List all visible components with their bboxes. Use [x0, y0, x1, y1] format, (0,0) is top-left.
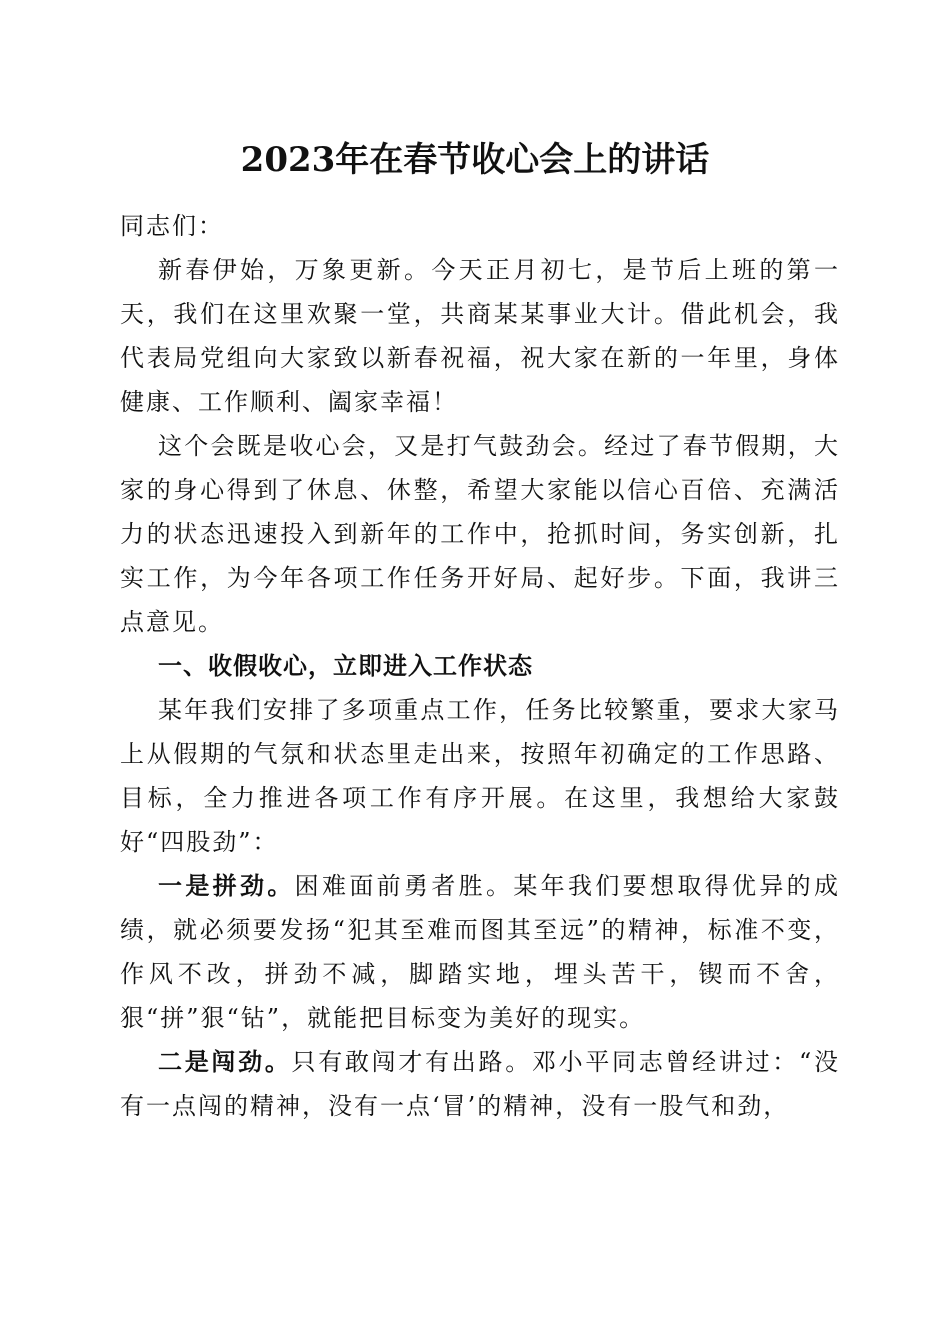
document-title: 2023年在春节收心会上的讲话	[240, 140, 710, 180]
document-body	[120, 204, 840, 1128]
point-1-lead: 一是拼劲。	[158, 871, 295, 900]
document-page	[120, 0, 840, 1344]
paragraph-work-arrangement: 某年我们安排了多项重点工作，任务比较繁重，要求大家马上从假期的气氛和状态里走出来，按照年初确定的工作思路、目标，全力推进各项工作有序开展。在这里，我想给大家鼓好“四股劲”：	[120, 696, 840, 856]
section-heading-1: 一、收假收心，立即进入工作状态	[158, 652, 533, 680]
point-1-text: 困难面前勇者胜。某年我们要想取得优异的成绩，就必须要发扬“犯其至难而图其至远”的精神，标准不变，作风不改，拼劲不减，脚踏实地，埋头苦干，锲而不舍，狠“拼”狠“钻”，就能把目标变为美好的现实。	[120, 872, 841, 1032]
point-2-text: 只有敢闯才有出路。邓小平同志曾经讲过：“没有一点闯的精神，没有一点‘冒’的精神，没有一股气和劲，	[120, 1048, 840, 1120]
paragraph-opening: 新春伊始，万象更新。今天正月初七，是节后上班的第一天，我们在这里欢聚一堂，共商某某事业大计。借此机会，我代表局党组向大家致以新春祝福，祝大家在新的一年里，身体健康、工作顺利、阖家幸福！	[120, 256, 840, 416]
paragraph-point-1	[120, 864, 840, 1040]
point-2-lead: 二是闯劲。	[158, 1047, 292, 1076]
paragraph-point-2	[120, 1040, 840, 1128]
salutation: 同志们：	[120, 212, 224, 240]
paragraph-purpose: 这个会既是收心会，又是打气鼓劲会。经过了春节假期，大家的身心得到了休息、休整，希望大家能以信心百倍、充满活力的状态迅速投入到新年的工作中，抢抓时间，务实创新，扎实工作，为今年各项工作任务开好局、起好步。下面，我讲三点意见。	[120, 432, 840, 636]
